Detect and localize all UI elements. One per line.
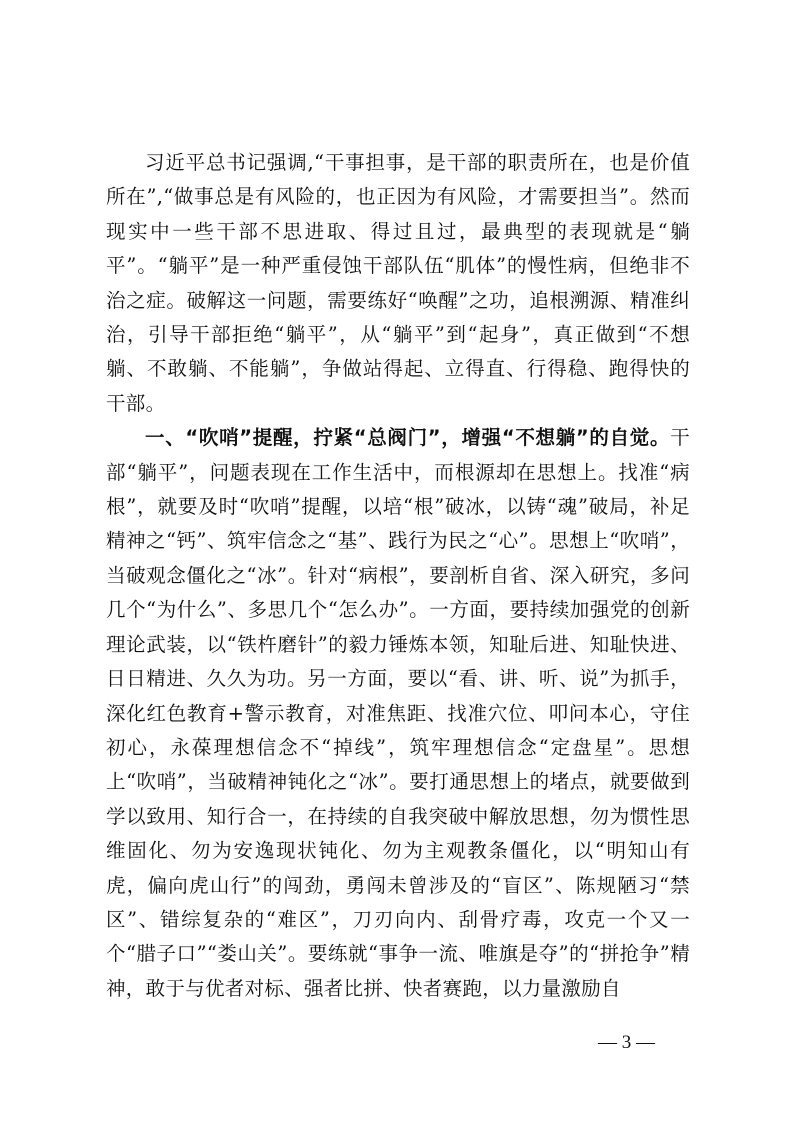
intro-paragraph [106,146,690,421]
section-one-text: 干部“躺平”，问题表现在工作生活中，而根源却在思想上。找准“病根”，就要及时“吹哨”提醒，以培“根”破冰，以铸“魂”破局，补足精神之“钙”、筑牢信念之“基”、践行为民之“心”。思想上“吹哨”，当破观念僵化之“冰”。针对“病根”，要剖析自省、深入研究，多问几个“为什么”、多思几个“怎么办”。一方面，要持续加强党的创新理论武装，以“铁杵磨针”的毅力锤炼本领，知耻后进、知耻快进、日日精进、久久为功。另一方面，要以“看、讲、听、说”为抓手，深化红色教育+警示教育，对准焦距、找准穴位、叩问本心，守住初心，永葆理想信念不“掉线”，筑牢理想信念“定盘星”。思想上“吹哨”，当破精神钝化之“冰”。要打通思想上的堵点，就要做到学以致用、知行合一，在持续的自我突破中解放思想，勿为惯性思维固化、勿为安逸现状钝化、勿为主观教条僵化，以“明知山有虎，偏向虎山行”的闯劲，勇闯未曾涉及的“盲区”、陈规陋习“禁区”、错综复杂的“难区”，刀刃向内、刮骨疗毒，攻克一个又一个“腊子口”“娄山关”。要练就“事争一流、唯旗是夺”的“拼抢争”精神，敢于与优者对标、强者比拼、快者赛跑，以力量激励自 [106,426,690,1000]
section-one-heading: 一、“吹哨”提醒，拧紧“总阀门”，增强“不想躺”的自觉。 [145,426,671,450]
page-number: — 3 — [598,1032,655,1053]
body-text [106,146,690,1006]
section-one-paragraph [106,421,690,1006]
intro-paragraph-text: 习近平总书记强调,“干事担事，是干部的职责所在，也是价值所在”,“做事总是有风险的，也正因为有风险，才需要担当”。然而现实中一些干部不思进取、得过且过，最典型的表现就是“躺平”。“躺平”是一种严重侵蚀干部队伍“肌体”的慢性病，但绝非不治之症。破解这一问题，需要练好“唤醒”之功，追根溯源、精准纠治，引导干部拒绝“躺平”，从“躺平”到“起身”，真正做到“不想躺、不敢躺、不能躺”，争做站得起、立得直、行得稳、跑得快的干部。 [106,151,690,415]
